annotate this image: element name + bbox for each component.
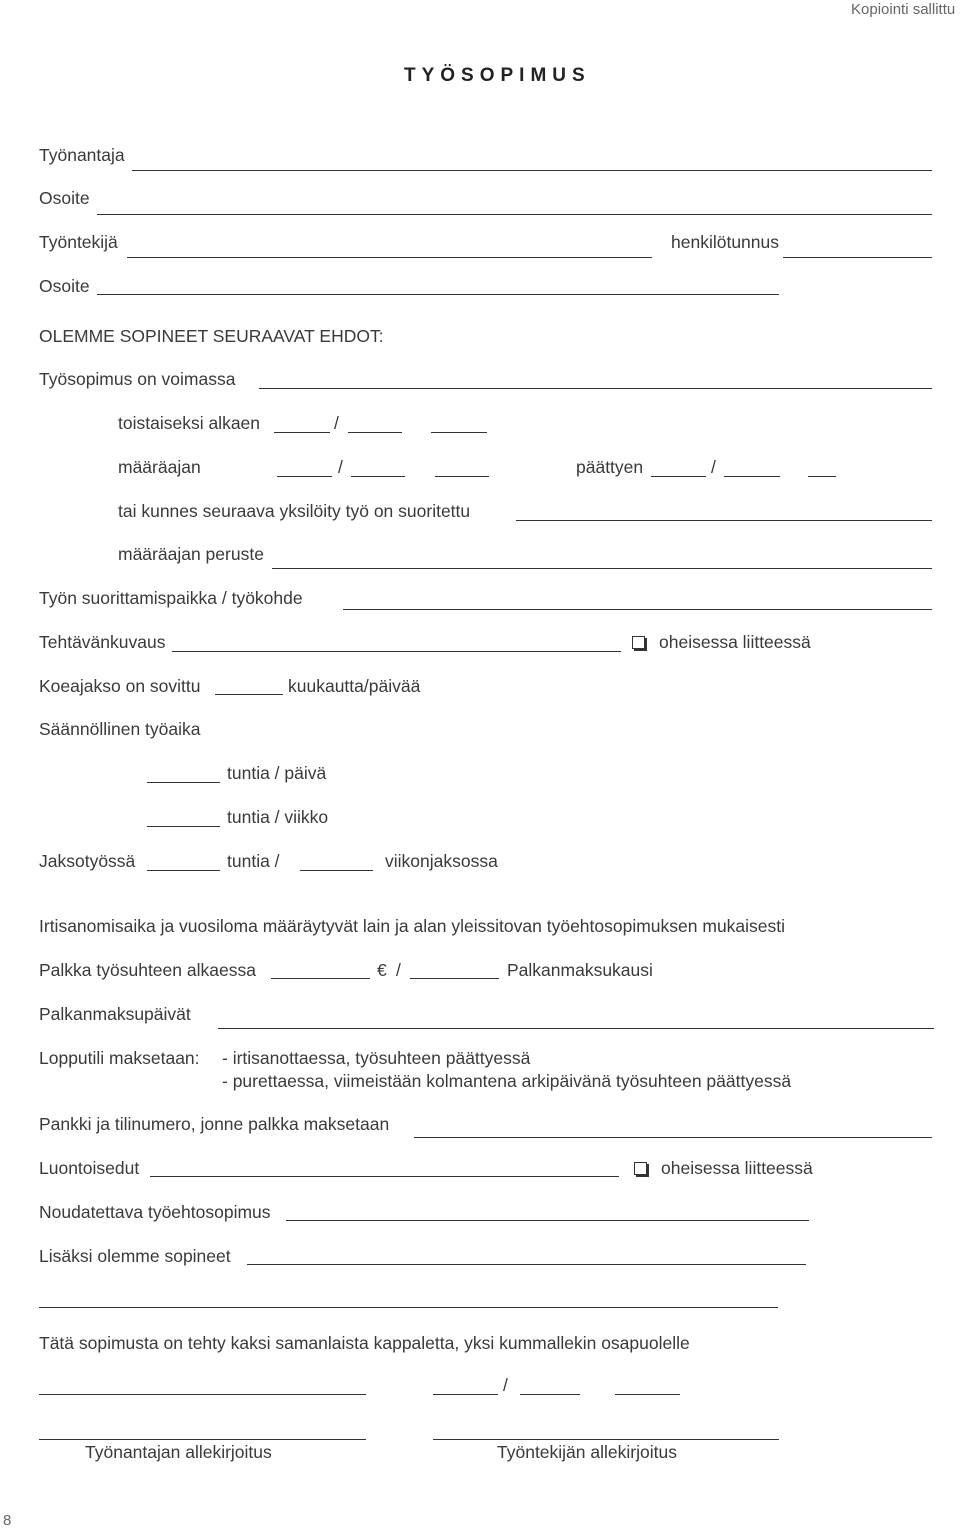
page-title: TYÖSOPIMUS: [404, 65, 591, 86]
personal-id-label: henkilötunnus: [671, 232, 779, 252]
additional-label: Lisäksi olemme sopineet: [39, 1246, 231, 1266]
sign-year-field[interactable]: [615, 1394, 680, 1395]
period-hours-field[interactable]: [147, 870, 220, 871]
personal-id-field[interactable]: [783, 257, 932, 258]
period-hours-unit: tuntia /: [227, 851, 280, 871]
hours-per-week-label: tuntia / viikko: [227, 807, 329, 827]
ending-month-field[interactable]: [724, 476, 780, 477]
fixed-term-day-field[interactable]: [277, 476, 332, 477]
validity-field[interactable]: [259, 388, 932, 389]
indefinite-year-field[interactable]: [431, 432, 487, 433]
task-completion-label: tai kunnes seuraava yksilöity työ on suoritettu: [118, 501, 471, 521]
employee-address-field[interactable]: [97, 294, 779, 295]
employee-address-label: Osoite: [39, 276, 90, 296]
pay-day-field[interactable]: [218, 1028, 934, 1029]
employer-address-field[interactable]: [97, 214, 932, 215]
fixed-term-label: määräajan: [118, 457, 201, 477]
week-period-unit: viikonjaksossa: [385, 851, 498, 871]
start-salary-field[interactable]: [271, 978, 370, 979]
pay-period-label: Palkanmaksukausi: [507, 960, 653, 980]
indefinite-label: toistaiseksi alkaen: [118, 413, 261, 433]
benefits-field[interactable]: [150, 1176, 619, 1177]
salary-period-field[interactable]: [410, 978, 499, 979]
employee-signature-label: Työntekijän allekirjoitus: [497, 1442, 677, 1462]
additional-field-line-2[interactable]: [39, 1307, 778, 1308]
benefits-label: Luontoisedut: [39, 1158, 140, 1178]
hours-per-day-field[interactable]: [147, 782, 220, 783]
copy-notice: Kopiointi sallittu: [851, 1, 956, 18]
employee-field[interactable]: [127, 257, 652, 258]
place-field[interactable]: [39, 1394, 366, 1395]
currency-symbol: €: [377, 960, 387, 980]
job-description-attachment-checkbox[interactable]: [632, 636, 645, 649]
bank-label: Pankki ja tilinumero, jonne palkka maksetaan: [39, 1114, 390, 1134]
benefits-attachment-label: oheisessa liitteessä: [661, 1158, 813, 1178]
employer-address-label: Osoite: [39, 188, 90, 208]
indefinite-month-field[interactable]: [348, 432, 402, 433]
employer-field[interactable]: [132, 170, 932, 171]
fixed-term-month-field[interactable]: [351, 476, 405, 477]
final-pay-option-1: - irtisanottaessa, työsuhteen päättyessä: [222, 1048, 531, 1068]
fixed-term-basis-label: määräajan peruste: [118, 544, 264, 564]
ending-day-field[interactable]: [651, 476, 706, 477]
collective-agreement-field[interactable]: [286, 1220, 809, 1221]
salary-separator: /: [396, 960, 401, 980]
job-description-field[interactable]: [172, 651, 621, 652]
sign-day-field[interactable]: [433, 1394, 498, 1395]
indefinite-day-field[interactable]: [274, 432, 330, 433]
probation-unit: kuukautta/päivää: [288, 676, 421, 696]
employer-signature-field[interactable]: [39, 1439, 366, 1440]
final-pay-label: Lopputili maksetaan:: [39, 1048, 200, 1068]
regular-hours-label: Säännöllinen työaika: [39, 719, 201, 739]
hours-per-day-label: tuntia / päivä: [227, 763, 327, 783]
pay-day-label: Palkanmaksupäivät: [39, 1004, 191, 1024]
job-description-attachment-label: oheisessa liitteessä: [659, 632, 811, 652]
start-salary-label: Palkka työsuhteen alkaessa: [39, 960, 256, 980]
employer-signature-label: Työnantajan allekirjoitus: [85, 1442, 272, 1462]
final-pay-option-2: - purettaessa, viimeistään kolmantena arkipäivänä työsuhteen päättyessä: [222, 1071, 792, 1091]
fixed-term-basis-field[interactable]: [272, 568, 932, 569]
fixed-term-year-field[interactable]: [435, 476, 489, 477]
ending-label: päättyen: [576, 457, 644, 477]
notice-text: Irtisanomisaika ja vuosiloma määräytyvät lain ja alan yleissitovan työehtosopimuksen mukaisesti: [39, 916, 786, 936]
date-separator: /: [334, 413, 339, 433]
period-work-label: Jaksotyössä: [39, 851, 136, 871]
bank-field[interactable]: [414, 1137, 932, 1138]
workplace-field[interactable]: [343, 609, 932, 610]
employer-label: Työnantaja: [39, 145, 125, 165]
date-separator: /: [338, 457, 343, 477]
sign-date-separator: /: [503, 1375, 508, 1395]
page-number: 8: [3, 1512, 12, 1529]
period-weeks-field[interactable]: [300, 870, 373, 871]
job-description-label: Tehtävänkuvaus: [39, 632, 166, 652]
employee-label: Työntekijä: [39, 232, 118, 252]
collective-agreement-label: Noudatettava työehtosopimus: [39, 1202, 271, 1222]
task-completion-field[interactable]: [516, 520, 932, 521]
date-separator: /: [711, 457, 716, 477]
additional-field[interactable]: [247, 1264, 806, 1265]
ending-year-field[interactable]: [808, 476, 836, 477]
benefits-attachment-checkbox[interactable]: [634, 1162, 647, 1175]
workplace-label: Työn suorittamispaikka / työkohde: [39, 588, 303, 608]
terms-heading: OLEMME SOPINEET SEURAAVAT EHDOT:: [39, 326, 384, 346]
hours-per-week-field[interactable]: [147, 826, 220, 827]
probation-field[interactable]: [215, 694, 283, 695]
copies-text: Tätä sopimusta on tehty kaksi samanlaista kappaletta, yksi kummallekin osapuolelle: [39, 1333, 690, 1353]
sign-month-field[interactable]: [520, 1394, 580, 1395]
probation-label: Koeajakso on sovittu: [39, 676, 201, 696]
validity-label: Työsopimus on voimassa: [39, 369, 236, 389]
employee-signature-field[interactable]: [433, 1439, 779, 1440]
